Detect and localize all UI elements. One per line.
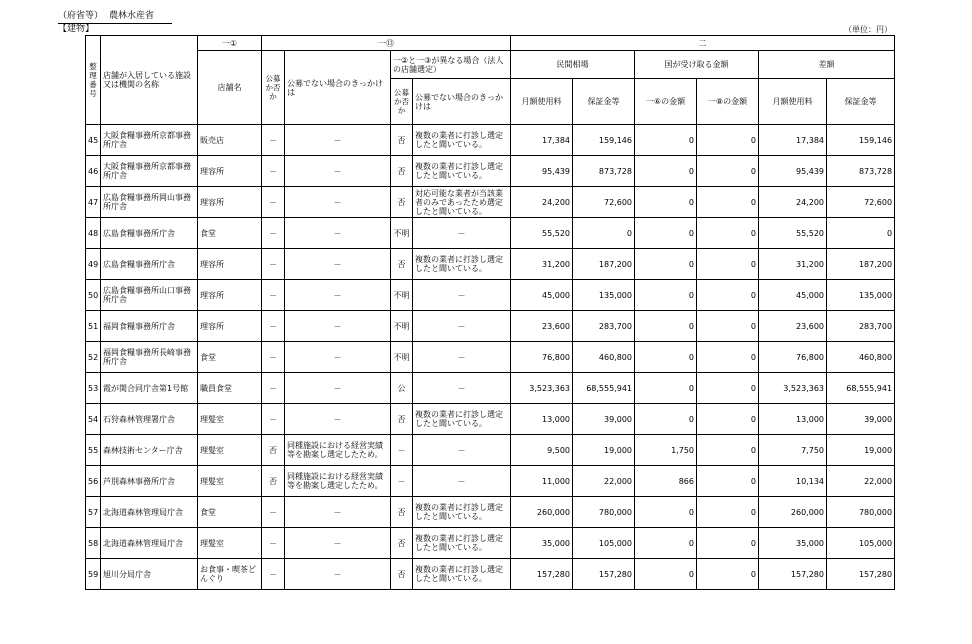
unit-label: （単位：円）: [844, 25, 892, 34]
cell-open-bid2: －: [391, 435, 413, 466]
cell-gov-amount6: 1,750: [635, 435, 697, 466]
cell-open-bid: －: [262, 373, 285, 404]
cell-open-bid2: 否: [391, 125, 413, 156]
cell-diff-monthly: 35,000: [759, 528, 827, 559]
cell-open-bid2: 否: [391, 528, 413, 559]
col-header-diff-monthly: 月額使用料: [759, 79, 827, 125]
cell-market-deposit: 780,000: [573, 497, 635, 528]
cell-open-bid2: 否: [391, 187, 413, 218]
col-header-amount8: 一⑧の金額: [697, 79, 759, 125]
cell-reason2: －: [413, 435, 511, 466]
cell-open-bid2: 不明: [391, 311, 413, 342]
cell-market-deposit: 873,728: [573, 156, 635, 187]
cell-reason: －: [285, 218, 391, 249]
cell-market-monthly: 45,000: [511, 280, 573, 311]
cell-open-bid2: 否: [391, 156, 413, 187]
col-header-difference: 差額: [759, 51, 895, 79]
cell-reason: 同種施設における経営実績等を勘案し選定したため。: [285, 435, 391, 466]
cell-market-deposit: 39,000: [573, 404, 635, 435]
cell-open-bid: 否: [262, 466, 285, 497]
col-header-amount6: 一⑥の金額: [635, 79, 697, 125]
cell-diff-monthly: 157,280: [759, 559, 827, 590]
cell-reason2: －: [413, 342, 511, 373]
cell-diff-monthly: 95,439: [759, 156, 827, 187]
cell-row-number: 54: [86, 404, 101, 435]
cell-market-monthly: 11,000: [511, 466, 573, 497]
cell-open-bid: －: [262, 218, 285, 249]
cell-market-monthly: 95,439: [511, 156, 573, 187]
cell-open-bid: －: [262, 559, 285, 590]
cell-market-monthly: 157,280: [511, 559, 573, 590]
cell-row-number: 51: [86, 311, 101, 342]
cell-diff-monthly: 24,200: [759, 187, 827, 218]
cell-gov-amount8: 0: [697, 218, 759, 249]
cell-open-bid: －: [262, 125, 285, 156]
cell-shop-name: 理髪室: [198, 466, 262, 497]
cell-diff-monthly: 10,134: [759, 466, 827, 497]
cell-open-bid2: 不明: [391, 280, 413, 311]
cell-row-number: 48: [86, 218, 101, 249]
cell-gov-amount6: 0: [635, 125, 697, 156]
cell-row-number: 56: [86, 466, 101, 497]
cell-diff-deposit: 873,728: [827, 156, 895, 187]
col-header-gov-received: 国が受け取る金額: [635, 51, 759, 79]
cell-market-monthly: 35,000: [511, 528, 573, 559]
table-row: [86, 497, 895, 528]
cell-shop-name: 理髪室: [198, 435, 262, 466]
cell-shop-name: 販売店: [198, 125, 262, 156]
table-row: [86, 249, 895, 280]
cell-reason2: －: [413, 466, 511, 497]
cell-reason: 同種施設における経営実績等を勘案し選定したため。: [285, 466, 391, 497]
cell-gov-amount6: 0: [635, 187, 697, 218]
cell-market-monthly: 31,200: [511, 249, 573, 280]
cell-open-bid2: 否: [391, 404, 413, 435]
cell-open-bid: －: [262, 280, 285, 311]
cell-diff-monthly: 260,000: [759, 497, 827, 528]
cell-diff-deposit: 105,000: [827, 528, 895, 559]
cell-reason2: －: [413, 311, 511, 342]
cell-shop-name: 職員食堂: [198, 373, 262, 404]
cell-reason: －: [285, 497, 391, 528]
cell-row-number: 45: [86, 125, 101, 156]
cell-market-monthly: 9,500: [511, 435, 573, 466]
cell-reason2: 複数の業者に打診し選定したと聞いている。: [413, 528, 511, 559]
data-table: [85, 35, 895, 590]
table-row: [86, 342, 895, 373]
cell-reason2: －: [413, 280, 511, 311]
cell-reason2: －: [413, 373, 511, 404]
cell-facility-name: 福岡食糧事務所庁舎: [101, 311, 198, 342]
cell-market-monthly: 23,600: [511, 311, 573, 342]
cell-market-monthly: 3,523,363: [511, 373, 573, 404]
table-row: [86, 280, 895, 311]
cell-open-bid2: －: [391, 466, 413, 497]
cell-reason: －: [285, 373, 391, 404]
cell-reason: －: [285, 404, 391, 435]
col-header-market-deposit: 保証金等: [573, 79, 635, 125]
cell-open-bid2: 否: [391, 249, 413, 280]
cell-reason2: －: [413, 218, 511, 249]
cell-gov-amount6: 0: [635, 404, 697, 435]
cell-diff-monthly: 76,800: [759, 342, 827, 373]
cell-shop-name: 理容所: [198, 311, 262, 342]
cell-row-number: 50: [86, 280, 101, 311]
cell-open-bid: －: [262, 342, 285, 373]
table-row: [86, 156, 895, 187]
cell-facility-name: 広島食糧事務所岡山事務所庁舎: [101, 187, 198, 218]
cell-reason2: 対応可能な業者が当該業者のみであったため選定したと聞いている。: [413, 187, 511, 218]
cell-market-deposit: 157,280: [573, 559, 635, 590]
table-row: [86, 528, 895, 559]
cell-open-bid: －: [262, 497, 285, 528]
cell-shop-name: 理容所: [198, 280, 262, 311]
cell-open-bid: －: [262, 187, 285, 218]
group-header-2: 一⑬: [262, 36, 511, 51]
cell-market-deposit: 460,800: [573, 342, 635, 373]
cell-gov-amount8: 0: [697, 528, 759, 559]
cell-open-bid: －: [262, 528, 285, 559]
table-row: [86, 559, 895, 590]
cell-gov-amount6: 0: [635, 373, 697, 404]
cell-reason2: 複数の業者に打診し選定したと聞いている。: [413, 249, 511, 280]
cell-shop-name: 理髪室: [198, 528, 262, 559]
cell-gov-amount6: 0: [635, 342, 697, 373]
cell-diff-monthly: 13,000: [759, 404, 827, 435]
cell-facility-name: 福岡食糧事務所長崎事務所庁舎: [101, 342, 198, 373]
col-header-diff-group: 一②と一③が異なる場合（法人の店舗選定）: [391, 51, 511, 79]
cell-diff-deposit: 135,000: [827, 280, 895, 311]
cell-facility-name: 旭川分局庁舎: [101, 559, 198, 590]
cell-row-number: 55: [86, 435, 101, 466]
cell-reason: －: [285, 311, 391, 342]
cell-diff-deposit: 157,280: [827, 559, 895, 590]
cell-gov-amount6: 0: [635, 249, 697, 280]
group-header-3: 二: [511, 36, 895, 51]
cell-facility-name: 大阪食糧事務所京都事務所庁舎: [101, 125, 198, 156]
table-row: [86, 125, 895, 156]
cell-facility-name: 芦別森林事務所庁舎: [101, 466, 198, 497]
cell-market-deposit: 19,000: [573, 435, 635, 466]
col-header-market: 民間相場: [511, 51, 635, 79]
cell-diff-deposit: 22,000: [827, 466, 895, 497]
cell-row-number: 49: [86, 249, 101, 280]
cell-reason2: 複数の業者に打診し選定したと聞いている。: [413, 559, 511, 590]
table-row: [86, 435, 895, 466]
cell-market-monthly: 13,000: [511, 404, 573, 435]
table-row: [86, 311, 895, 342]
table-row: [86, 218, 895, 249]
cell-diff-deposit: 68,555,941: [827, 373, 895, 404]
sub-label: 【建物】: [58, 24, 95, 34]
cell-row-number: 59: [86, 559, 101, 590]
cell-reason: －: [285, 528, 391, 559]
cell-market-monthly: 76,800: [511, 342, 573, 373]
cell-gov-amount8: 0: [697, 404, 759, 435]
cell-diff-deposit: 780,000: [827, 497, 895, 528]
cell-market-deposit: 187,200: [573, 249, 635, 280]
cell-reason: －: [285, 156, 391, 187]
ministry-header: [58, 10, 172, 24]
col-header-market-monthly: 月額使用料: [511, 79, 573, 125]
cell-diff-deposit: 460,800: [827, 342, 895, 373]
cell-gov-amount8: 0: [697, 497, 759, 528]
col-header-open-bid: 公募か否か: [262, 51, 285, 125]
cell-facility-name: 北海道森林管理局庁舎: [101, 497, 198, 528]
group-header-1: 一①: [198, 36, 262, 51]
cell-gov-amount8: 0: [697, 559, 759, 590]
cell-open-bid2: 否: [391, 497, 413, 528]
col-header-diff-deposit: 保証金等: [827, 79, 895, 125]
cell-diff-monthly: 23,600: [759, 311, 827, 342]
cell-diff-monthly: 17,384: [759, 125, 827, 156]
cell-gov-amount6: 0: [635, 559, 697, 590]
cell-market-monthly: 24,200: [511, 187, 573, 218]
cell-shop-name: お食事・喫茶どんぐり: [198, 559, 262, 590]
cell-shop-name: 理容所: [198, 187, 262, 218]
cell-gov-amount8: 0: [697, 125, 759, 156]
cell-open-bid2: 公: [391, 373, 413, 404]
cell-reason: －: [285, 249, 391, 280]
cell-market-deposit: 159,146: [573, 125, 635, 156]
cell-open-bid: 否: [262, 435, 285, 466]
cell-diff-deposit: 72,600: [827, 187, 895, 218]
cell-row-number: 57: [86, 497, 101, 528]
cell-market-deposit: 105,000: [573, 528, 635, 559]
cell-gov-amount6: 0: [635, 497, 697, 528]
cell-gov-amount6: 0: [635, 311, 697, 342]
cell-row-number: 53: [86, 373, 101, 404]
cell-gov-amount8: 0: [697, 435, 759, 466]
cell-facility-name: 広島食糧事務所庁舎: [101, 249, 198, 280]
cell-gov-amount6: 0: [635, 218, 697, 249]
cell-reason: －: [285, 559, 391, 590]
cell-market-deposit: 72,600: [573, 187, 635, 218]
cell-gov-amount8: 0: [697, 311, 759, 342]
cell-shop-name: 食堂: [198, 342, 262, 373]
cell-facility-name: 石狩森林管理署庁舎: [101, 404, 198, 435]
col-header-reason1: 公募でない場合のきっかけは: [285, 51, 391, 125]
cell-gov-amount6: 0: [635, 280, 697, 311]
cell-gov-amount8: 0: [697, 342, 759, 373]
cell-market-deposit: 135,000: [573, 280, 635, 311]
cell-market-deposit: 283,700: [573, 311, 635, 342]
table-row: [86, 187, 895, 218]
cell-shop-name: 食堂: [198, 497, 262, 528]
cell-gov-amount8: 0: [697, 373, 759, 404]
col-header-shop: 店舗名: [198, 51, 262, 125]
col-header-facility: 店舗が入居している施設又は機関の名称: [101, 36, 198, 125]
cell-market-monthly: 260,000: [511, 497, 573, 528]
cell-open-bid: －: [262, 311, 285, 342]
cell-market-deposit: 68,555,941: [573, 373, 635, 404]
cell-diff-monthly: 55,520: [759, 218, 827, 249]
cell-facility-name: 霞が関合同庁舎第1号館: [101, 373, 198, 404]
cell-shop-name: 食堂: [198, 218, 262, 249]
cell-reason2: 複数の業者に打診し選定したと聞いている。: [413, 404, 511, 435]
cell-gov-amount8: 0: [697, 187, 759, 218]
cell-row-number: 52: [86, 342, 101, 373]
cell-gov-amount6: 866: [635, 466, 697, 497]
ministry-name: 農林水産省: [109, 11, 155, 21]
cell-facility-name: 広島食糧事務所山口事務所庁舎: [101, 280, 198, 311]
cell-market-deposit: 22,000: [573, 466, 635, 497]
cell-gov-amount8: 0: [697, 280, 759, 311]
cell-gov-amount8: 0: [697, 466, 759, 497]
cell-shop-name: 理容所: [198, 249, 262, 280]
cell-reason2: 複数の業者に打診し選定したと聞いている。: [413, 497, 511, 528]
cell-reason2: 複数の業者に打診し選定したと聞いている。: [413, 156, 511, 187]
cell-facility-name: 森林技術センター庁舎: [101, 435, 198, 466]
col-header-no: 整理番号: [86, 36, 101, 125]
cell-diff-monthly: 3,523,363: [759, 373, 827, 404]
cell-row-number: 47: [86, 187, 101, 218]
cell-gov-amount8: 0: [697, 249, 759, 280]
cell-diff-deposit: 39,000: [827, 404, 895, 435]
col-header-open-bid2: 公募か否か: [391, 79, 413, 125]
cell-open-bid2: 不明: [391, 342, 413, 373]
cell-facility-name: 北海道森林管理局庁舎: [101, 528, 198, 559]
cell-open-bid: －: [262, 249, 285, 280]
cell-open-bid: －: [262, 404, 285, 435]
table-row: [86, 373, 895, 404]
cell-diff-monthly: 45,000: [759, 280, 827, 311]
cell-gov-amount6: 0: [635, 156, 697, 187]
cell-reason2: 複数の業者に打診し選定したと聞いている。: [413, 125, 511, 156]
cell-open-bid: －: [262, 156, 285, 187]
cell-reason: －: [285, 125, 391, 156]
cell-diff-deposit: 187,200: [827, 249, 895, 280]
cell-facility-name: 大阪食糧事務所京都事務所庁舎: [101, 156, 198, 187]
category-label: （府省等）: [58, 11, 104, 21]
cell-reason: －: [285, 342, 391, 373]
cell-diff-deposit: 0: [827, 218, 895, 249]
col-header-reason2: 公募でない場合のきっかけは: [413, 79, 511, 125]
cell-market-deposit: 0: [573, 218, 635, 249]
table-row: [86, 404, 895, 435]
cell-row-number: 58: [86, 528, 101, 559]
cell-facility-name: 広島食糧事務所庁舎: [101, 218, 198, 249]
cell-open-bid2: 不明: [391, 218, 413, 249]
cell-shop-name: 理容所: [198, 156, 262, 187]
cell-market-monthly: 55,520: [511, 218, 573, 249]
cell-gov-amount8: 0: [697, 156, 759, 187]
cell-market-monthly: 17,384: [511, 125, 573, 156]
cell-gov-amount6: 0: [635, 528, 697, 559]
cell-shop-name: 理髪室: [198, 404, 262, 435]
cell-diff-deposit: 283,700: [827, 311, 895, 342]
cell-diff-deposit: 159,146: [827, 125, 895, 156]
cell-diff-deposit: 19,000: [827, 435, 895, 466]
cell-row-number: 46: [86, 156, 101, 187]
cell-diff-monthly: 31,200: [759, 249, 827, 280]
cell-diff-monthly: 7,750: [759, 435, 827, 466]
cell-reason: －: [285, 187, 391, 218]
cell-reason: －: [285, 280, 391, 311]
cell-open-bid2: 否: [391, 559, 413, 590]
table-row: [86, 466, 895, 497]
